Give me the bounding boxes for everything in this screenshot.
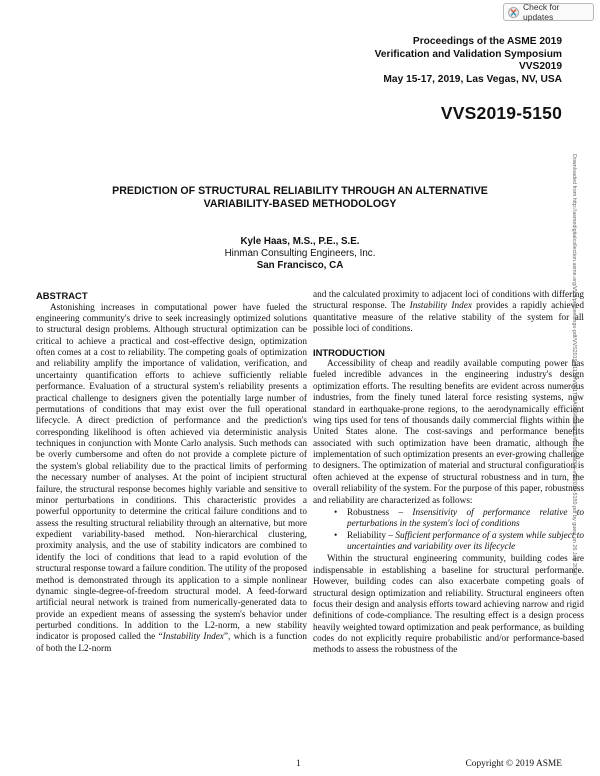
abstract-paragraph: [36, 303, 307, 656]
conference-name: Proceedings of the ASME 2019: [412, 36, 562, 47]
abstract-continued-end: provides a rapidly achieved quantitative measure of the relative stability of the system for all possible loci of conditions.: [313, 301, 584, 335]
introduction-paragraph-2: Within the structural engineering community, building codes are indispensable in establishing a baseline for structural performance. However, building codes can also exacerbate competing goals of structural design optimization and reliability. Structural engineers often focus their design and analysis efforts toward achieving narrow and rigid definitions of code-compliance. The resulting effect is a design process heavily weighted toward optimization and peak performance, as building codes do not explicitly require probabilistic and/or performance-based methods to assess the robustness of the: [313, 554, 584, 656]
paper-id: VVS2019-5150: [440, 103, 562, 123]
abstract-heading: ABSTRACT: [36, 290, 88, 301]
author-name: Kyle Haas, M.S., P.E., S.E.: [240, 236, 360, 247]
abstract-continued: [313, 290, 584, 336]
author-affiliation: Hinman Consulting Engineers, Inc.: [224, 247, 376, 259]
abstract-term: Instability Index: [162, 632, 224, 643]
introduction-heading: INTRODUCTION: [313, 346, 385, 358]
list-item: [334, 530, 584, 554]
abstract-text-end: ”, which is a function of both the L2-norm: [36, 632, 307, 654]
abstract-text: Astonishing increases in computational power have fueled the engineering community's drive to seek increasingly optimized solutions to structural design problems. Although structural optimization can be critical to achieve a practical and cost-effective design, optimization often comes at a cost to reliability. The competing goals of optimization and reliability amplify the importance of validation, verification, and uncertainty quantification efforts to achieve sufficiently reliable performance. Evaluation of a structural system's reliability presents a practical challenge to designers given the potentially large number of permutations of conditions that may exist over the full operational lifecycle. A direct prediction of performance and the prediction's corresponding likelihood is often achieved via deterministic analysis techniques in conjunction with Monte Carlo analysis. Such methods can be overly cumbersome and often do not provide a complete picture of the system's global reliability due to the practical limits of performing the necessary number of analyses. At the point of incipient structural failure, the structural response becomes highly variable and sensitive to minor perturbations in conditions. This characteristic provides a powerful opportunity to determine the critical failure conditions and to assess the resulting structural reliability through an alternative, but more expedient variability-based method. Non-hierarchical clustering, proximity analysis, and the use of stability indicators are combined to identify the loci of conditions that lead to a rapid evolution of the structural response toward a failure condition. The utility of the proposed method is demonstrated through its application to a simple nonlinear dynamic single-degree-of-freedom structural model. A feed-forward artificial neural network is trained from numerically-generated data to provide an expedient means of assessing the system's behavior under perturbed conditions. In addition to the L2-norm, a new stability indicator is proposed called the “: [36, 302, 307, 643]
definition-text: Sufficient performance of a system while subject to uncertainties and variability over its lifecycle: [347, 530, 584, 552]
author-block: [140, 236, 460, 271]
crossmark-icon: [508, 7, 519, 18]
check-for-updates-label: Check for updates: [523, 2, 560, 22]
conference-code: VVS2019: [518, 61, 562, 72]
title-line-1: PREDICTION OF STRUCTURAL RELIABILITY THROUGH AN ALTERNATIVE: [112, 185, 488, 197]
check-for-updates-button[interactable]: [503, 3, 594, 21]
left-column: [36, 290, 307, 655]
definition-term: Reliability –: [347, 530, 396, 541]
introduction-paragraph-1: Accessibility of cheap and readily available computing power has fueled incredible advances in the engineering industry's design optimization efforts. The resulting benefits are evident across numerous industries, from the finely tuned lateral force resisting systems, now standard in earthquake-prone regions, to the aerodynamically efficient wing tips used for tens of thousands daily commercial flights within the United States alone. The cost-savings and performance benefits associated with such optimization have been dramatic, although the implementation of such optimization presents an ever-growing challenge to designers. The optimization of material and structural configuration is often achieved at the expense of structural robustness and in turn, the overall reliability of the system. For the purpose of this paper, robustness and reliability are characterized as follows:: [313, 359, 584, 506]
conference-date-location: May 15-17, 2019, Las Vegas, NV, USA: [383, 73, 562, 85]
right-column: [313, 290, 584, 657]
paper-title: [80, 185, 520, 211]
page-number: 1: [296, 759, 301, 769]
abstract-continued-text: and the calculated proximity to adjacent loci of conditions with differing structural response. The: [313, 290, 584, 312]
title-line-2: VARIABILITY-BASED METHODOLOGY: [203, 198, 397, 210]
definition-list: [313, 508, 584, 554]
copyright-notice: Copyright © 2019 ASME: [465, 759, 562, 769]
definition-text: Insensitivity of performance relative to perturbations in the system's loci of conditions: [347, 507, 584, 530]
bullet-icon: •: [334, 530, 338, 541]
definition-term: Robustness –: [347, 507, 413, 518]
list-item: [334, 507, 584, 531]
author-location: San Francisco, CA: [256, 259, 344, 271]
proceedings-header: [375, 36, 562, 86]
symposium-name: Verification and Validation Symposium: [374, 48, 562, 60]
download-note-text: Downloaded from http://asmedigitalcollection.asme.org/VVS/proceedings-pdf/VVS2019/41174/V001T08A005/6485201/v001t08a005-vvs2019-5150.pdf by guest on 26 July 2020: [571, 154, 577, 575]
download-note: [569, 154, 577, 594]
abstract-continued-term: Instability Index: [409, 301, 472, 312]
bullet-icon: •: [334, 507, 338, 518]
